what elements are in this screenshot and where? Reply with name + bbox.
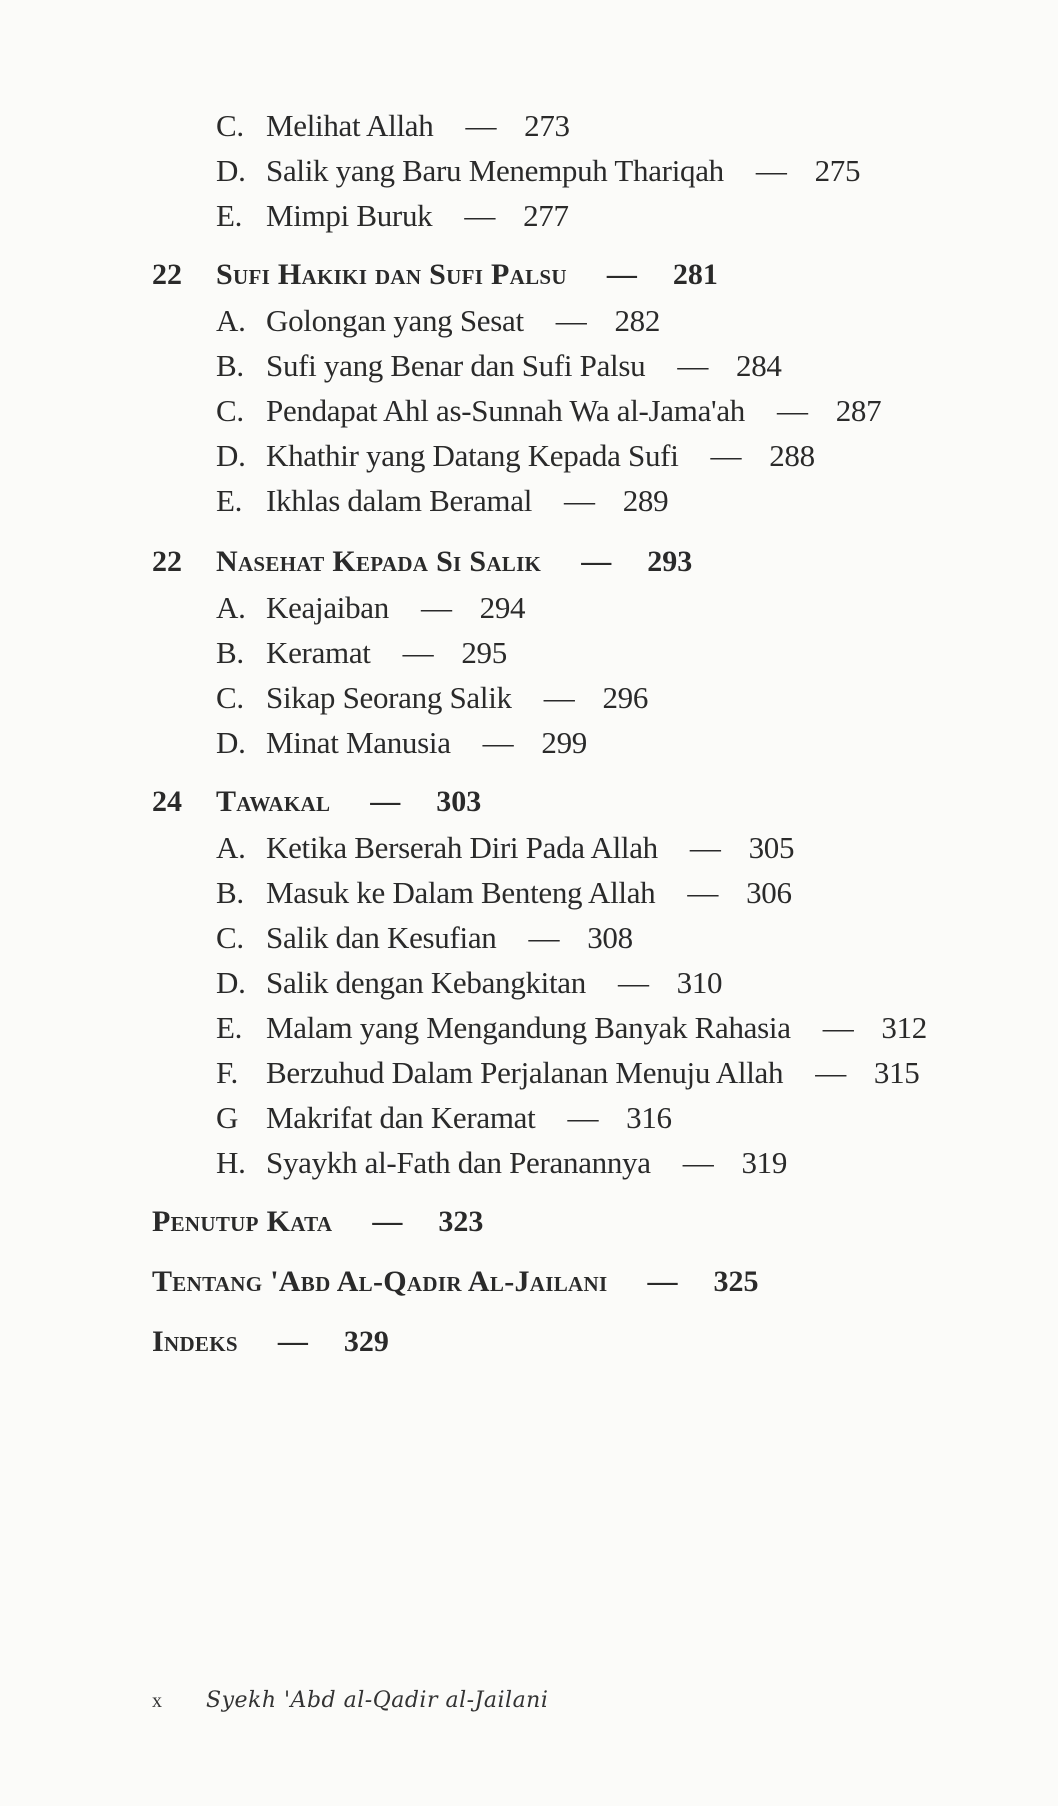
entry-letter: F.	[216, 1055, 238, 1090]
entry-title: Ikhlas dalam Beramal	[266, 483, 533, 518]
entry-dash: —	[528, 920, 560, 955]
entry-letter: B.	[216, 635, 244, 670]
toc-entry	[216, 590, 525, 626]
back-matter-page: 325	[713, 1265, 759, 1298]
entry-title: Masuk ke Dalam Benteng Allah	[266, 875, 656, 910]
entry-page: 282	[614, 303, 661, 338]
entry-letter: B.	[216, 348, 244, 383]
back-matter-dash: —	[647, 1265, 678, 1298]
entry-page: 310	[676, 965, 723, 1000]
chapter-dash: —	[581, 545, 612, 578]
chapter-title: Tawakal	[216, 785, 331, 818]
entry-letter: E.	[216, 198, 243, 233]
chapter-heading	[152, 258, 718, 292]
entry-page: 277	[523, 198, 569, 233]
entry-title: Malam yang Mengandung Banyak Rahasia	[266, 1010, 791, 1045]
entry-dash: —	[677, 348, 709, 383]
entry-page: 312	[881, 1010, 927, 1045]
entry-title: Ketika Berserah Diri Pada Allah	[266, 830, 658, 865]
page-footer	[152, 1688, 548, 1713]
entry-dash: —	[776, 393, 808, 428]
chapter-heading	[152, 545, 692, 579]
entry-title: Berzuhud Dalam Perjalanan Menuju Allah	[266, 1055, 784, 1090]
entry-page: 284	[736, 348, 782, 383]
entry-title: Keajaiban	[266, 590, 389, 625]
toc-entry	[216, 438, 815, 474]
toc-entry	[216, 1010, 927, 1046]
entry-page: 288	[769, 438, 815, 473]
entry-letter: D.	[216, 725, 246, 760]
entry-dash: —	[815, 1055, 846, 1090]
running-title: Syekh 'Abd al-Qadir al-Jailani	[206, 1688, 549, 1713]
toc-entry	[216, 153, 860, 189]
entry-dash: —	[710, 438, 742, 473]
toc-entry	[216, 920, 633, 956]
entry-page: 295	[461, 635, 507, 670]
entry-title: Melihat Allah	[266, 108, 434, 143]
entry-letter: C.	[216, 393, 244, 428]
entry-title: Sufi yang Benar dan Sufi Palsu	[266, 348, 646, 383]
back-matter-title: Tentang 'Abd Al-Qadir Al-Jailani	[152, 1265, 608, 1298]
chapter-page: 303	[436, 785, 482, 818]
back-matter-title: Penutup Kata	[152, 1205, 333, 1238]
back-matter-dash: —	[372, 1205, 403, 1238]
entry-page: 308	[587, 920, 633, 955]
toc-entry	[216, 725, 587, 761]
entry-letter: B.	[216, 875, 244, 910]
entry-title: Sikap Seorang Salik	[266, 680, 512, 715]
entry-letter: D.	[216, 965, 246, 1000]
entry-title: Makrifat dan Keramat	[266, 1100, 536, 1135]
entry-title: Minat Manusia	[266, 725, 451, 760]
entry-dash: —	[465, 108, 497, 143]
entry-letter: H.	[216, 1145, 246, 1180]
back-matter-title: Indeks	[152, 1325, 238, 1358]
back-matter-page: 329	[343, 1325, 389, 1358]
entry-page: 306	[746, 875, 792, 910]
toc-entry	[216, 108, 570, 144]
toc-entry	[216, 1100, 672, 1136]
entry-letter: E.	[216, 1010, 243, 1045]
chapter-number: 22	[152, 545, 182, 578]
folio-number: x	[152, 1690, 162, 1712]
entry-dash: —	[682, 1145, 714, 1180]
entry-letter: A.	[216, 303, 246, 338]
entry-page: 287	[835, 393, 882, 428]
entry-letter: C.	[216, 108, 244, 143]
entry-dash: —	[755, 153, 787, 188]
entry-page: 319	[741, 1145, 788, 1180]
entry-page: 299	[541, 725, 587, 760]
entry-title: Salik yang Baru Menempuh Thariqah	[266, 153, 724, 188]
chapter-dash: —	[606, 258, 637, 291]
entry-title: Golongan yang Sesat	[266, 303, 524, 338]
entry-dash: —	[420, 590, 452, 625]
chapter-dash: —	[370, 785, 401, 818]
entry-page: 305	[748, 830, 795, 865]
back-matter-entry	[152, 1205, 483, 1239]
chapter-title: Sufi Hakiki dan Sufi Palsu	[216, 258, 567, 291]
toc-entry	[216, 635, 507, 671]
entry-title: Keramat	[266, 635, 371, 670]
entry-dash: —	[555, 303, 587, 338]
entry-dash: —	[617, 965, 649, 1000]
entry-page: 316	[626, 1100, 672, 1135]
entry-dash: —	[464, 198, 496, 233]
entry-letter: E.	[216, 483, 243, 518]
entry-dash: —	[482, 725, 514, 760]
entry-dash: —	[402, 635, 434, 670]
toc-entry	[216, 393, 881, 429]
entry-title: Pendapat Ahl as-Sunnah Wa al-Jama'ah	[266, 393, 745, 428]
entry-dash: —	[564, 483, 595, 518]
entry-title: Salik dengan Kebangkitan	[266, 965, 586, 1000]
entry-letter: G	[216, 1100, 239, 1135]
entry-title: Syaykh al-Fath dan Peranannya	[266, 1145, 651, 1180]
back-matter-dash: —	[277, 1325, 308, 1358]
entry-letter: A.	[216, 590, 246, 625]
entry-letter: C.	[216, 680, 244, 715]
entry-title: Salik dan Kesufian	[266, 920, 497, 955]
chapter-page: 293	[647, 545, 693, 578]
entry-letter: D.	[216, 438, 246, 473]
toc-entry	[216, 830, 794, 866]
chapter-number: 22	[152, 258, 182, 291]
entry-page: 294	[479, 590, 526, 625]
entry-page: 315	[873, 1055, 920, 1090]
entry-letter: A.	[216, 830, 246, 865]
toc-entry	[216, 198, 569, 234]
chapter-page: 281	[672, 258, 718, 291]
entry-dash: —	[543, 680, 575, 715]
entry-title: Mimpi Buruk	[266, 198, 433, 233]
toc-entry	[216, 348, 782, 384]
entry-dash: —	[687, 875, 719, 910]
chapter-number: 24	[152, 785, 182, 818]
entry-page: 275	[814, 153, 861, 188]
entry-page: 273	[524, 108, 570, 143]
back-matter-entry	[152, 1265, 758, 1299]
entry-letter: D.	[216, 153, 246, 188]
entry-page: 289	[622, 483, 669, 518]
entry-title: Khathir yang Datang Kepada Sufi	[266, 438, 679, 473]
toc-entry	[216, 965, 722, 1001]
toc-entry	[216, 303, 660, 339]
chapter-heading	[152, 785, 481, 819]
entry-page: 296	[602, 680, 649, 715]
toc-entry	[216, 1055, 920, 1091]
back-matter-entry	[152, 1325, 389, 1359]
chapter-title: Nasehat Kepada Si Salik	[216, 545, 542, 578]
entry-dash: —	[822, 1010, 854, 1045]
back-matter-page: 323	[438, 1205, 484, 1238]
entry-letter: C.	[216, 920, 244, 955]
entry-dash: —	[567, 1100, 599, 1135]
toc-entry	[216, 875, 792, 911]
toc-entry	[216, 483, 668, 519]
toc-entry	[216, 680, 648, 716]
toc-entry	[216, 1145, 787, 1181]
entry-dash: —	[689, 830, 721, 865]
